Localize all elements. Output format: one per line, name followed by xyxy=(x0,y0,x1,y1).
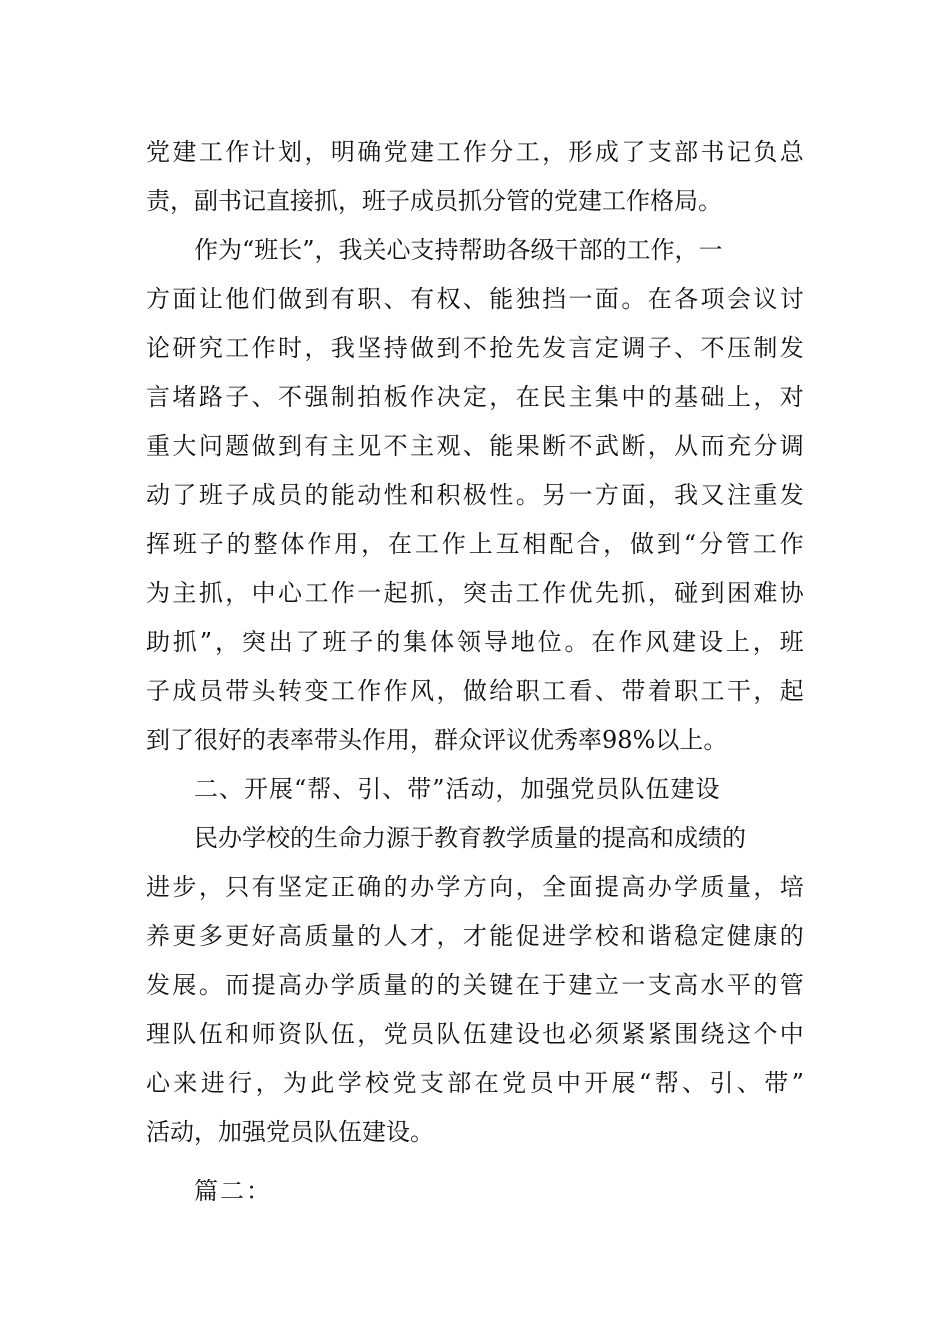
text-line: 到了很好的表率带头作用，群众评议优秀率98%以上。 xyxy=(146,726,728,754)
text-line: 方 面 让 他 们 做 到 有 职 、 有 权 、 能 独 挡 一 面 。 在 各 项 会 议 讨 xyxy=(146,285,804,313)
section-heading: 二、开展“帮、引、带”活动，加强党员队伍建设 xyxy=(194,775,721,803)
text-line: 进 步 ， 只 有 坚 定 正 确 的 办 学 方 向 ， 全 面 提 高 办 学 质 量 ， 培 xyxy=(146,873,804,901)
text-line: 重 大 问 题 做 到 有 主 见 不 主 观 、 能 果 断 不 武 断 ， 从 而 充 分 调 xyxy=(146,432,804,460)
text-line: 动 了 班 子 成 员 的 能 动 性 和 积 极 性 。 另 一 方 面 ， 我 又 注 重 发 xyxy=(146,481,804,509)
text-line: 心 来 进 行 ， 为 此 学 校 党 支 部 在 党 员 中 开 展 “ 帮 、 引 、 带 ” xyxy=(146,1069,804,1097)
text-line: 养 更 多 更 好 高 质 量 的 人 才 ， 才 能 促 进 学 校 和 谐 稳 定 健 康 的 xyxy=(146,922,804,950)
text-line: 助 抓 ” ， 突 出 了 班 子 的 集 体 领 导 地 位 。 在 作 风 建 设 上 ， 班 xyxy=(146,628,804,656)
paragraph-first-line: 作为“班长”，我关心支持帮助各级干部的工作，一 xyxy=(194,236,723,264)
text-line: 责，副书记直接抓，班子成员抓分管的党建工作格局。 xyxy=(146,187,722,215)
article-marker: 篇二： xyxy=(194,1177,272,1205)
paragraph-first-line: 民办学校的生命力源于教育教学质量的提高和成绩的 xyxy=(194,824,746,852)
text-line: 言 堵 路 子 、 不 强 制 拍 板 作 决 定 ， 在 民 主 集 中 的 基 础 上 ， 对 xyxy=(146,383,804,411)
text-line: 子 成 员 带 头 转 变 工 作 作 风 ， 做 给 职 工 看 、 带 着 职 工 干 ， 起 xyxy=(146,677,804,705)
text-line: 党 建 工 作 计 划 ， 明 确 党 建 工 作 分 工 ， 形 成 了 支 部 书 记 负 总 xyxy=(146,138,804,166)
text-line: 理 队 伍 和 师 资 队 伍 ， 党 员 队 伍 建 设 也 必 须 紧 紧 围 绕 这 个 中 xyxy=(146,1020,804,1048)
text-line: 挥 班 子 的 整 体 作 用 ， 在 工 作 上 互 相 配 合 ， 做 到 “ 分 管 工 作 xyxy=(146,530,804,558)
document-body xyxy=(146,128,810,1216)
text-line: 活动，加强党员队伍建设。 xyxy=(146,1118,434,1146)
text-line: 为 主 抓 ， 中 心 工 作 一 起 抓 ， 突 击 工 作 优 先 抓 ， 碰 到 困 难 协 xyxy=(146,579,804,607)
text-line: 发 展 。 而 提 高 办 学 质 量 的 的 关 键 在 于 建 立 一 支 高 水 平 的 管 xyxy=(146,971,804,999)
text-line: 论 研 究 工 作 时 ， 我 坚 持 做 到 不 抢 先 发 言 定 调 子 、 不 压 制 发 xyxy=(146,334,804,362)
